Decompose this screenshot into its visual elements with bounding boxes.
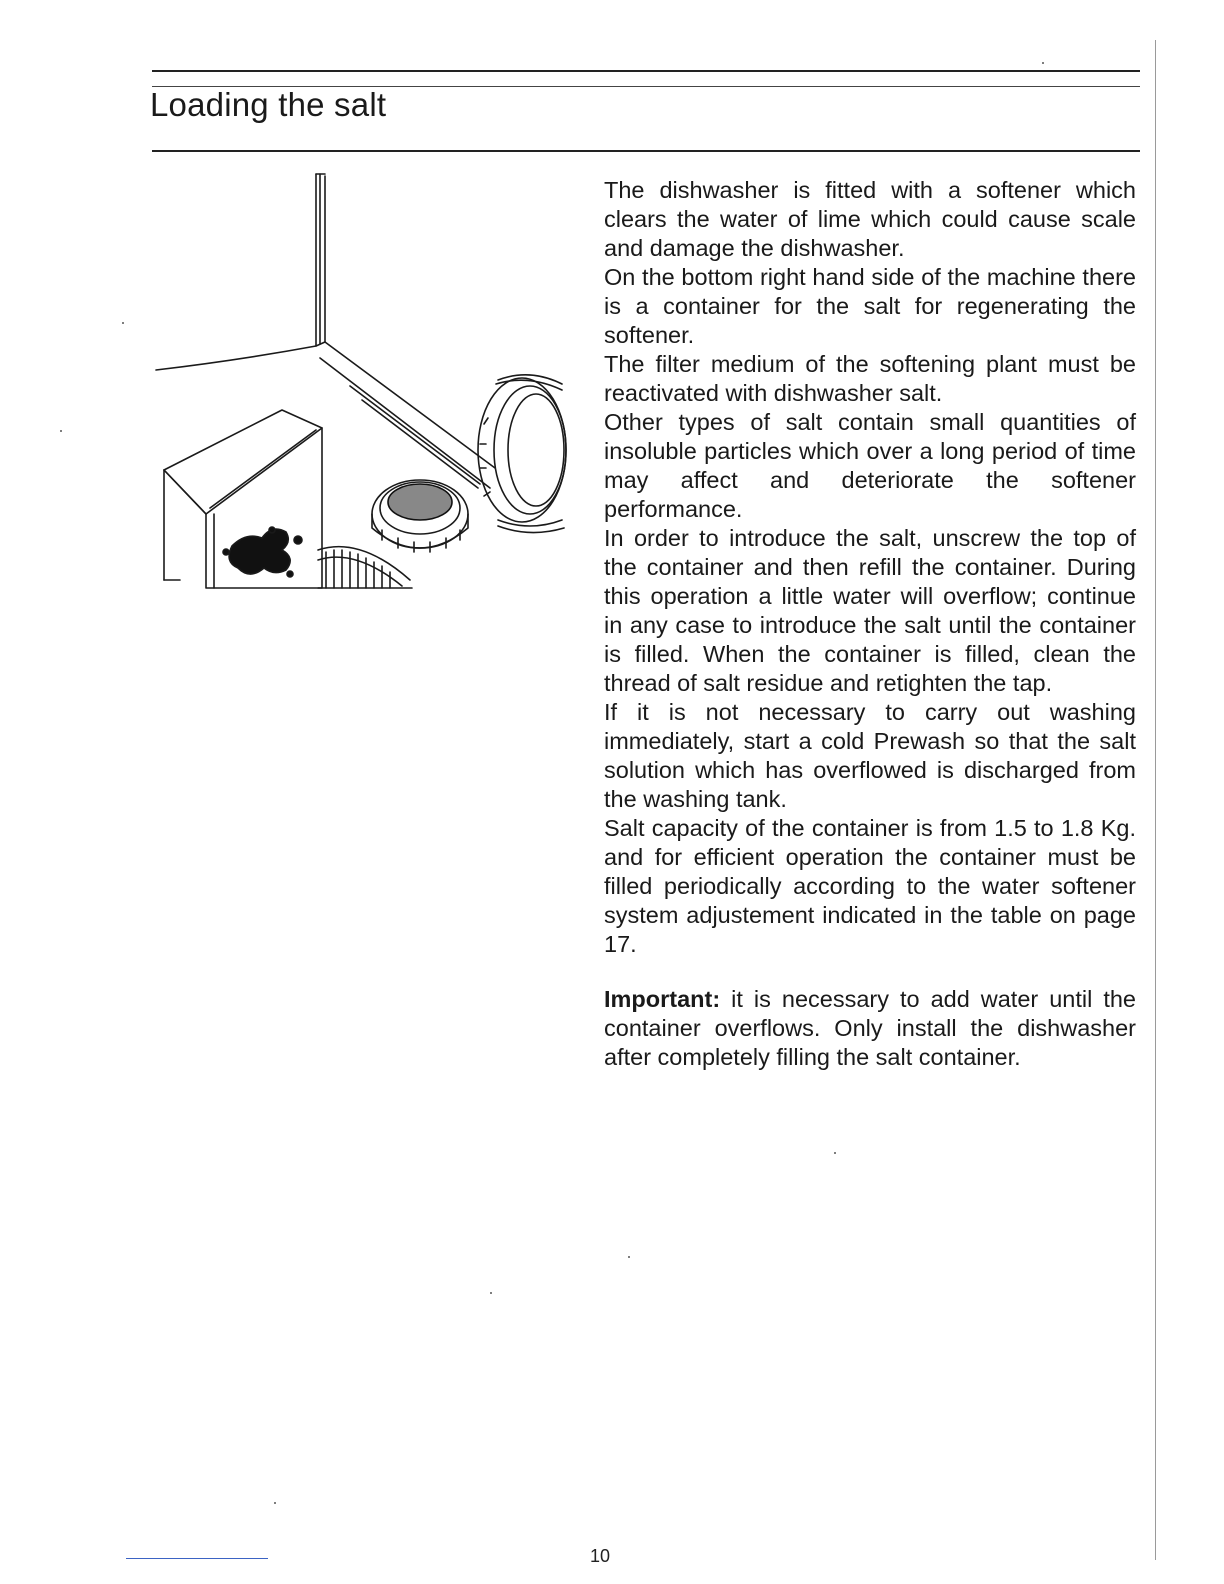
salt-container-illustration-icon xyxy=(150,168,570,598)
page-number: 10 xyxy=(590,1546,611,1566)
important-text: it is necessary to add water until the container overflows. Only install the dishwasher after completely filling the salt container. xyxy=(604,986,1136,1070)
paragraph: The filter medium of the softening plant must be reactivated with dishwasher salt. xyxy=(604,351,1136,406)
paragraph: Salt capacity of the container is from 1.5 to 1.8 Kg. and for efficient operation the container must be filled periodically according to the water softener system adjustement indicated in the table on page 17. xyxy=(604,815,1136,957)
header-rule-top xyxy=(152,70,1140,72)
scan-speck xyxy=(490,1292,492,1294)
footer-underline xyxy=(126,1558,268,1559)
paragraph: If it is not necessary to carry out washing immediately, start a cold Prewash so that the salt solution which has overflowed is discharged from the washing tank. xyxy=(604,699,1136,812)
page-edge-line xyxy=(1155,40,1156,1560)
body-text xyxy=(604,176,1136,1072)
paragraph: The dishwasher is fitted with a softener which clears the water of lime which could cause scale and damage the dishwasher. xyxy=(604,177,1136,261)
important-note xyxy=(604,985,1136,1072)
scan-speck xyxy=(60,430,62,432)
scan-speck xyxy=(834,1152,836,1154)
scan-speck xyxy=(628,1256,630,1258)
important-label: Important: xyxy=(604,986,721,1012)
scan-speck xyxy=(122,322,124,324)
scan-speck xyxy=(274,1502,276,1504)
paragraph: On the bottom right hand side of the machine there is a container for the salt for regenerating the softener. xyxy=(604,264,1136,348)
paragraph: Other types of salt contain small quantities of insoluble particles which over a long period of time may affect and deteriorate the softener performance. xyxy=(604,409,1136,522)
header-rule-bottom xyxy=(152,150,1140,152)
page-title: Loading the salt xyxy=(150,86,387,123)
scan-speck xyxy=(1042,62,1044,64)
paragraph: In order to introduce the salt, unscrew the top of the container and then refill the container. During this operation a little water will overflow; continue in any case to introduce the salt until the container is filled. When the container is filled, clean the thread of salt residue and retighten the tap. xyxy=(604,525,1136,696)
